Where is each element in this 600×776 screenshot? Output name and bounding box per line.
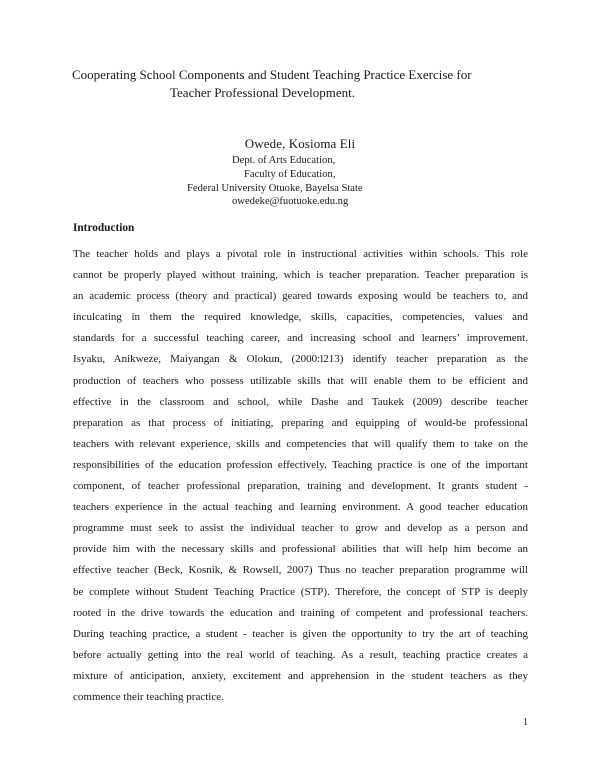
affiliation-faculty: Faculty of Education, [244,168,336,180]
paragraph-line: teachers experience in the actual teaching and learning environment. A good teacher education [73,501,528,514]
paragraph-line: inculcating in them the required knowledge, skills, capacities, competencies, values and [73,311,528,324]
paragraph-line: production of teachers who possess utilizable skills that will enable them to be efficient and [73,374,528,387]
paper-title [0,66,600,102]
paragraph-line: cannot be properly played without training, which is teacher preparation. Teacher preparation is [73,269,528,282]
author-affiliation [187,154,363,209]
affiliation-university: Federal University Otuoke, Bayelsa State [187,182,363,194]
paragraph-line: rooted in the drive towards the education and training of competent and professional teachers. [73,606,528,619]
paragraph-line: before actually getting into the real world of teaching. As a result, teaching practice creates a [73,648,528,661]
paragraph-line: effective teacher (Beck, Kosnik, & Rowsell, 2007) Thus no teacher preparation programme will [73,564,528,577]
author-name: Owede, Kosioma Eli [244,136,356,151]
paragraph-line: mixture of anticipation, anxiety, excitement and apprehension in the student teachers as they [73,669,528,682]
affiliation-department: Dept. of Arts Education, [232,155,336,166]
paragraph-line: commence their teaching practice. [73,690,224,703]
paragraph-line: The teacher holds and plays a pivotal role in instructional activities within schools. This role [73,248,528,260]
paragraph-line: preparation as that process of initiating, preparing and equipping of would-be professional [73,416,528,429]
paragraph-line: teachers with relevant experience, skills and competencies that will qualify them to take on the [73,437,528,450]
paragraph-line: standards for a successful teaching career, and increasing school and learners’ improvement. [73,332,528,345]
paper-title-line-2: Teacher Professional Development. [170,85,355,100]
paragraph-line: During teaching practice, a student - teacher is given the opportunity to try the art of teaching [73,627,528,640]
body-paragraph [73,244,528,708]
page-number: 1 [523,717,528,728]
paragraph-line: Isyaku, Anikweze, Maiyangan & Olokun, (2000:l213) identify teacher preparation as the [73,353,528,366]
section-heading: Introduction [73,222,135,234]
paragraph-line: effective in the classroom and school, while Dashe and Taukek (2009) describe teacher [73,395,528,408]
paragraph-line: an academic process (theory and practical) geared towards exposing would be teachers to, and [73,290,528,303]
paragraph-line: provide him with the necessary skills and professional abilities that will help him become an [73,543,528,556]
paragraph-line: programme must seek to assist the individual teacher to grow and develop as a person and [73,522,528,535]
paper-title-line-1: Cooperating School Components and Student Teaching Practice Exercise for [72,67,472,82]
paragraph-line: be complete without Student Teaching Practice (STP). Therefore, the concept of STP is deeply [73,585,528,598]
paragraph-line: responsibilities of the education profession effectively. Teaching practice is one of the important [73,458,528,471]
paragraph-line: component, of teacher professional preparation, training and development. It grants student - [73,480,528,493]
author-email: owedeke@fuotuoke.edu.ng [232,196,349,208]
